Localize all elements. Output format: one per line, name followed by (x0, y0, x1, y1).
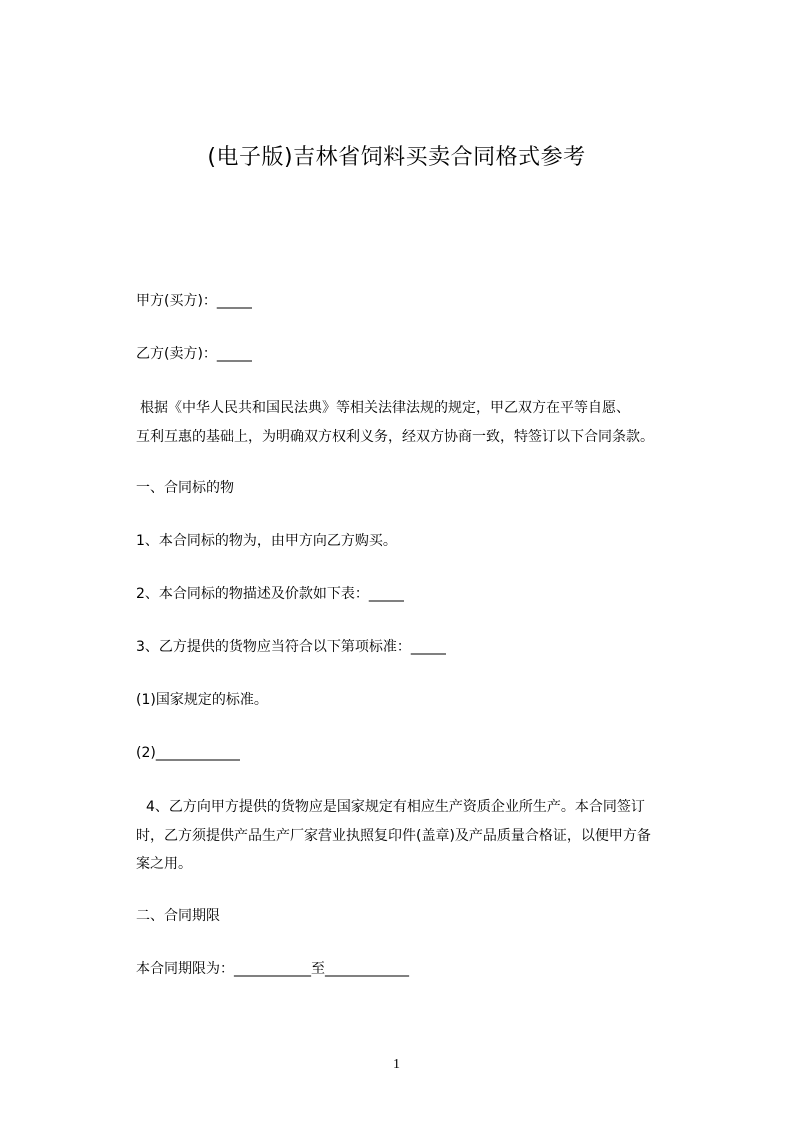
section-2-heading: 二、合同期限 (136, 908, 220, 924)
document-title: (电子版)吉林省饲料买卖合同格式参考 (207, 145, 586, 170)
contract-term: 本合同期限为：___________至____________ (136, 961, 409, 977)
preamble-line-1: 根据《中华人民共和国民法典》等相关法律法规的规定，甲乙双方在平等自愿、 (140, 400, 630, 416)
clause-1: 1、本合同标的物为，由甲方向乙方购买。 (136, 533, 397, 549)
section-1-heading: 一、合同标的物 (136, 480, 234, 496)
preamble-line-2: 互利互惠的基础上，为明确双方权利义务，经双方协商一致，特签订以下合同条款。 (136, 429, 654, 445)
standard-1: (1)国家规定的标准。 (136, 692, 268, 708)
clause-2: 2、本合同标的物描述及价款如下表：_____ (136, 586, 404, 602)
party-a-line: 甲方(买方)：_____ (136, 293, 252, 309)
party-b-line: 乙方(卖方)：_____ (136, 346, 252, 362)
page-number: 1 (393, 1057, 400, 1072)
standard-2: (2)____________ (136, 745, 240, 761)
clause-4-line-3: 案之用。 (136, 856, 192, 872)
clause-4-line-1: 4、乙方向甲方提供的货物应是国家规定有相应生产资质企业所生产。本合同签订 (146, 799, 645, 815)
clause-4-line-2: 时，乙方须提供产品生产厂家营业执照复印件(盖章)及产品质量合格证，以便甲方备 (136, 828, 651, 844)
clause-3: 3、乙方提供的货物应当符合以下第项标准：_____ (136, 639, 446, 655)
